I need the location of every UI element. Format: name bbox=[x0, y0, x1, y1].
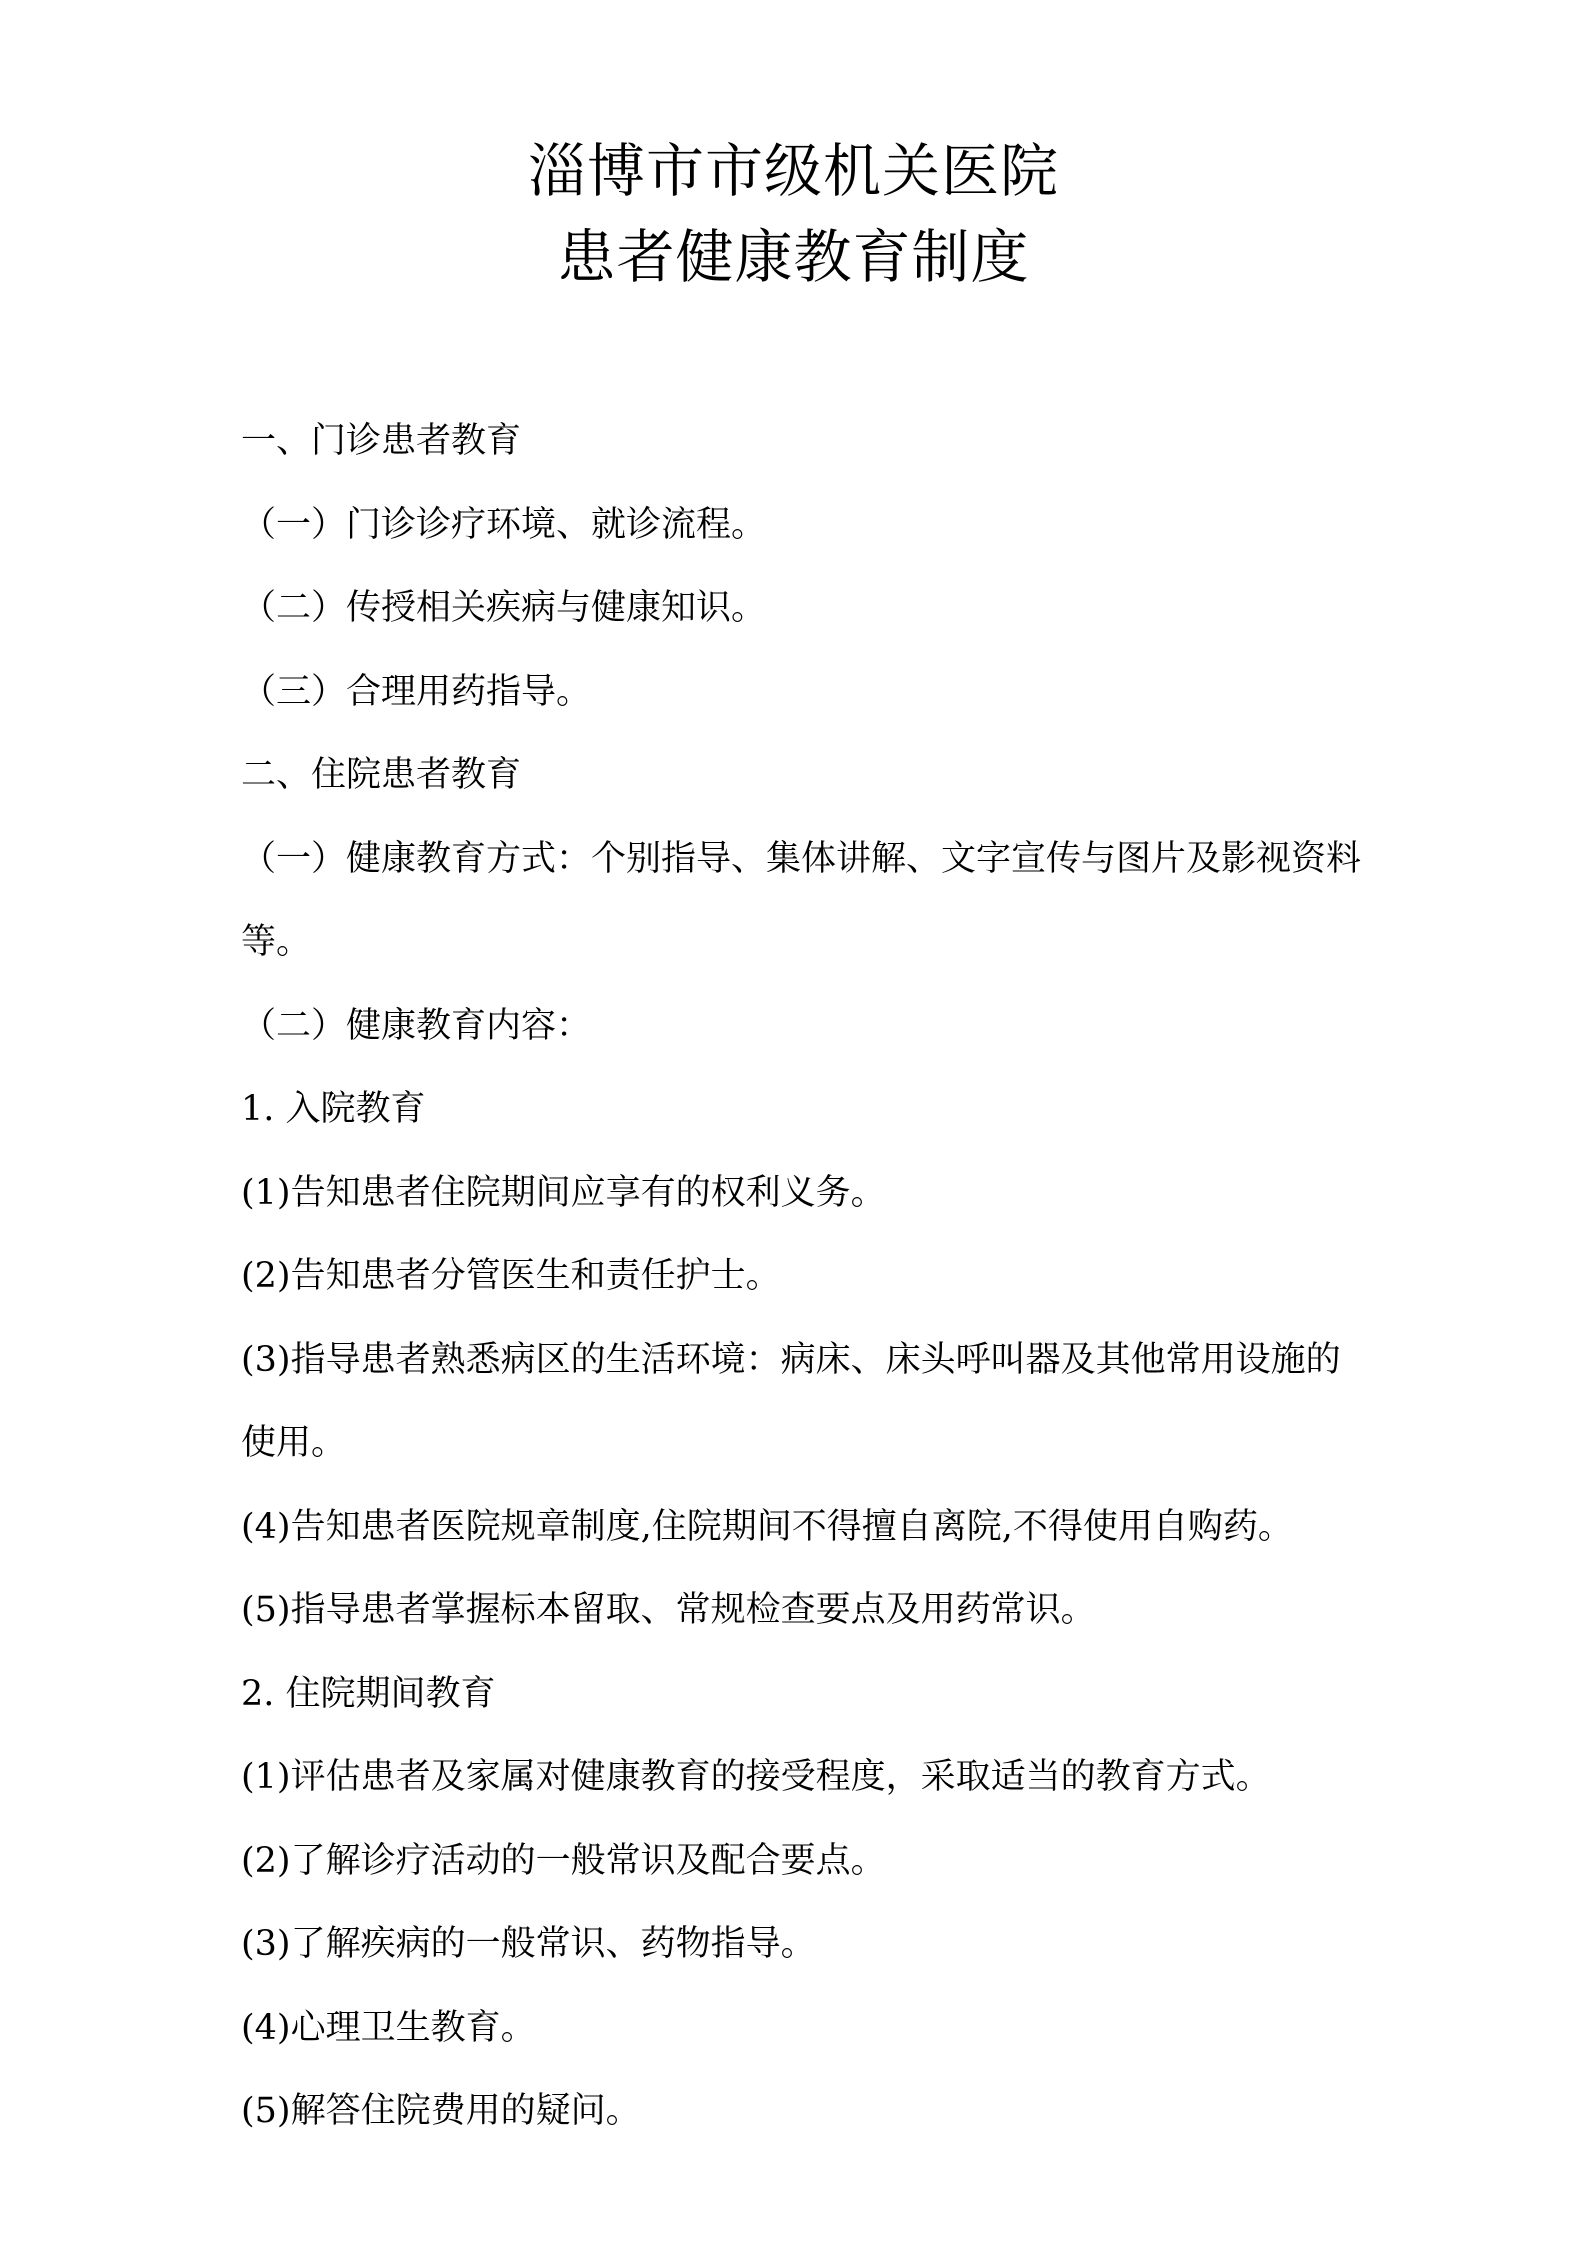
section-heading-inpatient: 二、住院患者教育 bbox=[241, 755, 522, 795]
list-item: (1)评估患者及家属对健康教育的接受程度，采取适当的教育方式。 bbox=[241, 1757, 1271, 1797]
subsection-heading-admission: 1. 入院教育 bbox=[241, 1089, 426, 1129]
document-body bbox=[241, 400, 1361, 2154]
list-item: (5)解答住院费用的疑问。 bbox=[241, 2091, 641, 2131]
list-item: (5)指导患者掌握标本留取、常规检查要点及用药常识。 bbox=[241, 1590, 1096, 1630]
list-item: (3)指导患者熟悉病区的生活环境：病床、床头呼叫器及其他常用设施的使用。 bbox=[241, 1339, 1341, 1463]
list-item: (4)心理卫生教育。 bbox=[241, 2007, 536, 2048]
document-title bbox=[0, 128, 1587, 300]
list-item: (3)了解疾病的一般常识、药物指导。 bbox=[241, 1924, 816, 1964]
list-item: （一）健康教育方式：个别指导、集体讲解、文字宣传与图片及影视资料等。 bbox=[241, 838, 1362, 962]
list-item: (2)了解诊疗活动的一般常识及配合要点。 bbox=[241, 1840, 886, 1881]
hospital-name-title: 淄博市市级机关医院 bbox=[527, 137, 1059, 205]
subsection-heading-hospitalization: 2. 住院期间教育 bbox=[241, 1673, 496, 1714]
list-item: (4)告知患者医院规章制度,住院期间不得擅自离院,不得使用自购药。 bbox=[241, 1506, 1293, 1547]
list-item: （二）传授相关疾病与健康知识。 bbox=[241, 588, 767, 628]
list-item: （三）合理用药指导。 bbox=[241, 671, 592, 712]
list-item: (2)告知患者分管医生和责任护士。 bbox=[241, 1256, 781, 1296]
list-item: （一）门诊诊疗环境、就诊流程。 bbox=[241, 504, 767, 545]
list-item: （二）健康教育内容： bbox=[241, 1005, 592, 1046]
section-heading-outpatient: 一、门诊患者教育 bbox=[241, 421, 522, 461]
policy-title: 患者健康教育制度 bbox=[557, 223, 1030, 291]
list-item: (1)告知患者住院期间应享有的权利义务。 bbox=[241, 1172, 886, 1213]
